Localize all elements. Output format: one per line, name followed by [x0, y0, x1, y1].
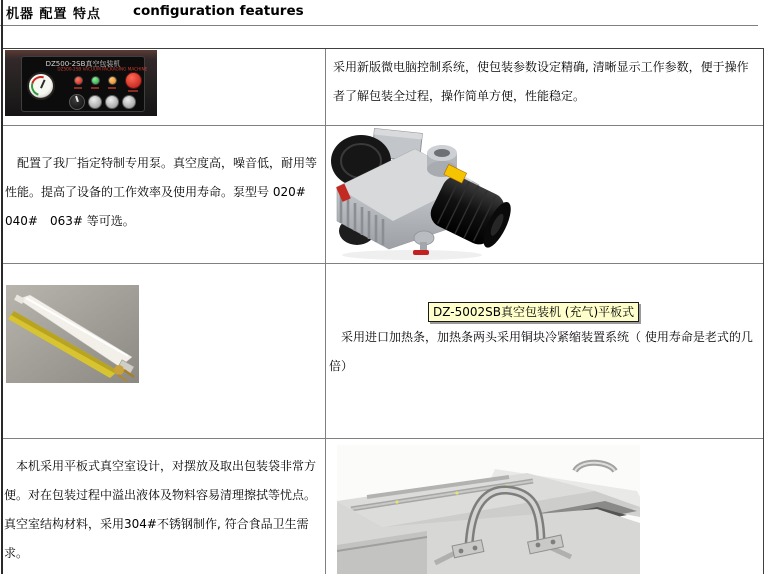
control-panel-face [21, 56, 148, 112]
timer-knob-icon [122, 95, 136, 109]
panel-label-mark [108, 87, 116, 89]
product-model-badge: DZ-5002SB真空包装机 (充气)平板式 [428, 302, 639, 322]
row-divider-2 [3, 263, 763, 264]
header-divider [0, 25, 758, 26]
panel-label-mark [128, 90, 138, 92]
heating-bar-illustration [6, 285, 139, 383]
feature-text-control-system: 采用新版微电脑控制系统，使包装参数设定精确, 清晰显示工作参数，便于操作者了解包装全过程，操作简单方便，性能稳定。 [333, 60, 749, 103]
feature-text-chamber: 本机采用平板式真空室设计，对摆放及取出包装袋非常方便。对在包装过程中溢出液体及物料容易清理擦拭等忧点。真空室结构材料，采用304#不锈钢制作, 符合食品卫生需求。 [4, 459, 317, 560]
vacuum-pump-photo [327, 127, 515, 262]
pressure-gauge-icon [27, 72, 55, 100]
row-divider-3 [3, 438, 763, 439]
vacuum-pump-illustration [327, 127, 515, 262]
vacuum-chamber-illustration [337, 445, 640, 574]
indicator-light-green [91, 76, 100, 85]
feature-text-heating-bar: 采用进口加热条，加热条两头采用铜块冷紧缩装置系统（ 使用寿命是老式的几倍） [329, 330, 753, 373]
panel-model-label: DZ500-2SB真空包装机 [45, 60, 121, 68]
timer-knob-icon [105, 95, 119, 109]
row-divider-1 [3, 125, 763, 126]
feature-text-pump: 配置了我厂指定特制专用泵。真空度高，噪音低，耐用等性能。提高了设备的工作效率及使用寿命。泵型号 020# 040# 063# 等可选。 [5, 156, 318, 228]
timer-knob-icon [88, 95, 102, 109]
vacuum-chamber-photo [337, 445, 640, 574]
page-title-zh: 机器 配置 特点 [6, 7, 102, 22]
panel-label-mark [91, 87, 99, 89]
selector-knob-icon [69, 94, 85, 110]
page-title-en: configuration features [133, 3, 304, 19]
stop-button-icon [125, 72, 142, 89]
heating-bar-photo [6, 285, 139, 383]
panel-sub-label: DZ500-2SB VACUUM PACKAGING MACHINE [57, 67, 148, 72]
features-table [3, 48, 764, 574]
panel-label-mark [74, 87, 82, 89]
control-panel-photo [5, 50, 157, 116]
indicator-light-orange [108, 76, 117, 85]
indicator-light-red [74, 76, 83, 85]
column-divider [325, 49, 326, 574]
